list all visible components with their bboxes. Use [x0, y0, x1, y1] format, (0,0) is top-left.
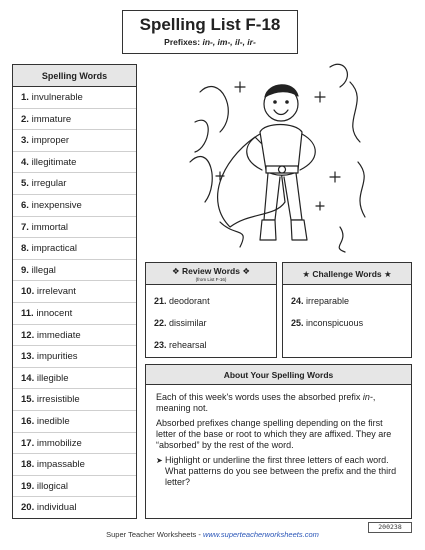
review-words-heading [146, 263, 276, 285]
belt-buckle [279, 166, 286, 173]
spelling-word-item [13, 411, 136, 433]
arrow-right-icon: ➤ [156, 456, 163, 465]
sparkle-3 [330, 172, 340, 182]
word-number: 1. [21, 92, 29, 103]
spelling-word-item [13, 238, 136, 260]
review-words-panel [145, 262, 277, 358]
word-text: dissimilar [169, 318, 207, 328]
word-number: 8. [21, 243, 29, 255]
word-text: rehearsal [169, 340, 207, 350]
about-instruction [156, 455, 401, 488]
word-number: 16. [21, 415, 35, 427]
about-paragraph-2: Absorbed prefixes change spelling depending on the first letter of the base or root to which they are affixed. They are “absorbed” by the rest of the word. [156, 418, 392, 450]
about-p1-text: Each of this week's words uses the absorbed prefix [156, 392, 363, 402]
word-number: 2. [21, 113, 29, 125]
footer-text: Super Teacher Worksheets - [106, 530, 203, 539]
word-number: 18. [21, 459, 35, 471]
spelling-word-item [13, 195, 136, 217]
challenge-word-item [291, 290, 411, 312]
title-box [122, 10, 298, 54]
about-paragraph-1 [156, 392, 401, 414]
spelling-word-item [13, 260, 136, 282]
right-arm [300, 134, 315, 170]
word-text: immortal [31, 221, 68, 233]
spelling-word-list [13, 87, 136, 519]
right-boot [291, 220, 307, 240]
word-text: irreparable [306, 296, 350, 306]
word-text: illegible [36, 372, 69, 384]
about-instruction-text: Highlight or underline the first three letters of each word. What patterns do you see between the prefix and the third letter? [165, 455, 397, 487]
review-word-item [154, 334, 276, 356]
challenge-word-item [291, 312, 411, 334]
word-number: 21. [154, 296, 167, 306]
right-eye [286, 101, 288, 103]
word-number: 15. [21, 394, 35, 406]
word-text: illegal [31, 264, 56, 276]
word-number: 24. [291, 296, 304, 306]
footer-link[interactable]: www.superteacherworksheets.com [202, 530, 319, 539]
spelling-word-item [13, 497, 136, 519]
page-subtitle [123, 37, 297, 47]
spelling-word-item [13, 368, 136, 390]
word-number: 4. [21, 156, 29, 168]
footer [0, 530, 425, 539]
word-number: 23. [154, 340, 167, 350]
challenge-words-panel [282, 262, 412, 358]
sparkle-5 [316, 202, 324, 210]
review-word-item [154, 312, 276, 334]
word-number: 12. [21, 329, 35, 341]
spelling-word-item [13, 325, 136, 347]
word-number: 25. [291, 318, 304, 328]
spelling-word-item [13, 281, 136, 303]
worksheet-code: 200238 [368, 522, 412, 533]
word-number: 9. [21, 264, 29, 276]
word-number: 6. [21, 199, 29, 211]
superhero-illustration [180, 52, 380, 257]
review-word-item [154, 290, 276, 312]
about-p1-italic: in- [362, 392, 373, 402]
word-number: 20. [21, 502, 35, 514]
left-boot [260, 220, 276, 240]
word-text: inexpensive [31, 199, 82, 211]
word-text: irrelevant [36, 286, 76, 298]
word-text: immobilize [36, 437, 82, 449]
word-text: invulnerable [31, 92, 83, 103]
left-eye [274, 101, 276, 103]
spelling-word-item [13, 454, 136, 476]
spelling-word-item [13, 433, 136, 455]
spelling-word-item [13, 217, 136, 239]
word-text: inconspicuous [306, 318, 364, 328]
word-number: 19. [21, 480, 35, 492]
word-number: 13. [21, 351, 35, 363]
page-title: Spelling List F-18 [139, 15, 281, 34]
word-text: impassable [36, 459, 85, 471]
word-text: irregular [31, 178, 67, 190]
sparkle-1 [235, 82, 245, 92]
word-text: impractical [31, 243, 77, 255]
spelling-word-item [13, 346, 136, 368]
word-number: 17. [21, 437, 35, 449]
word-text: innocent [36, 307, 73, 319]
about-panel [145, 364, 412, 519]
review-words-subtitle: (from List F-16) [195, 277, 227, 282]
word-text: inedible [36, 415, 70, 427]
spelling-word-item [13, 152, 136, 174]
subtitle-label: Prefixes: [164, 37, 203, 47]
word-number: 10. [21, 286, 35, 298]
challenge-word-list [283, 285, 411, 334]
about-p1-end: , meaning not. [156, 392, 376, 413]
word-number: 7. [21, 221, 29, 233]
word-text: deodorant [169, 296, 210, 306]
word-number: 22. [154, 318, 167, 328]
review-words-title: ❖ Review Words ❖ [172, 266, 250, 276]
spelling-word-item [13, 130, 136, 152]
spelling-word-item [13, 87, 136, 109]
spelling-words-heading: Spelling Words [13, 65, 136, 87]
review-word-list [146, 285, 276, 356]
word-text: improper [31, 135, 70, 147]
word-text: immature [31, 113, 72, 125]
spelling-word-item [13, 109, 136, 131]
spelling-word-item [13, 173, 136, 195]
spelling-word-item [13, 389, 136, 411]
challenge-words-heading: ★ Challenge Words ★ [283, 263, 411, 285]
spelling-word-item [13, 303, 136, 325]
word-text: immediate [36, 329, 81, 341]
subtitle-prefixes: in-, im-, il-, ir- [202, 37, 256, 47]
spelling-words-panel [12, 64, 137, 519]
word-text: irresistible [36, 394, 80, 406]
about-heading: About Your Spelling Words [146, 365, 411, 385]
about-body [146, 385, 411, 488]
right-leg [284, 173, 302, 220]
word-number: 11. [21, 307, 34, 319]
word-text: impurities [36, 351, 78, 363]
word-text: individual [36, 502, 77, 514]
word-number: 14. [21, 372, 35, 384]
word-number: 3. [21, 135, 29, 147]
spelling-word-item [13, 476, 136, 498]
word-text: illogical [36, 480, 69, 492]
sparkle-2 [315, 92, 325, 102]
word-number: 5. [21, 178, 29, 190]
word-text: illegitimate [31, 156, 77, 168]
